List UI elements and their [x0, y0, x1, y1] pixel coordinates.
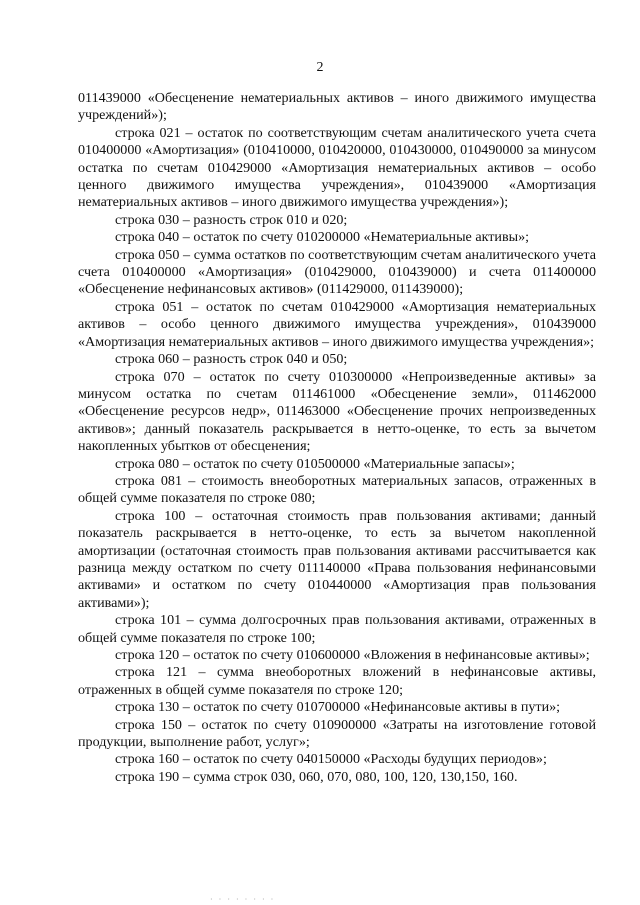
- paragraph: строка 050 – сумма остатков по соответствующим счетам аналитического учета счета 010400000 «Амортизация» (010429000, 010439000) и счета 011400000 «Обесценение нефинансовых активов» (011429000, 011439000);: [78, 246, 596, 298]
- paragraph: строка 081 – стоимость внеоборотных материальных запасов, отраженных в общей сумме показателя по строке 080;: [78, 472, 596, 507]
- paragraph: строка 040 – остаток по счету 010200000 «Нематериальные активы»;: [115, 229, 530, 246]
- paragraph: строка 100 – остаточная стоимость прав пользования активами; данный показатель раскрывается в нетто-оценке, то есть за вычетом накопленной амортизации (остаточная стоимость прав пользования активами рассчитывается как разница между остатком по счету 011140000 «Права пользования нефинансовыми активами» и остатком по счету 010440000 «Амортизация прав пользования активами»);: [78, 507, 596, 611]
- paragraph: строка 121 – сумма внеоборотных вложений в нефинансовые активы, отраженных в общей сумме показателя по строке 120;: [78, 664, 596, 698]
- paragraph: строка 030 – разность строк 010 и 020;: [115, 211, 348, 228]
- paragraph: строка 060 – разность строк 040 и 050;: [115, 351, 348, 368]
- paragraph: строка 150 – остаток по счету 010900000 «Затраты на изготовление готовой продукции, выполнение работ, услуг»;: [78, 716, 596, 751]
- footer-mark: · · · · · · · ·: [210, 895, 276, 904]
- paragraph: строка 130 – остаток по счету 010700000 «Нефинансовые активы в пути»;: [115, 699, 561, 716]
- paragraph: строка 190 – сумма строк 030, 060, 070, 080, 100, 120, 130,150, 160.: [115, 768, 518, 785]
- page-number: 2: [316, 60, 324, 75]
- paragraph: строка 160 – остаток по счету 040150000 «Расходы будущих периодов»;: [115, 751, 547, 768]
- paragraph: строка 021 – остаток по соответствующим счетам аналитического учета счета 010400000 «Амортизация» (010410000, 010420000, 010430000, 010490000 за минусом остатка по счетам 010429000 «Амортизация нематериальных активов – особо ценного движимого имущества учреждения», 010439000 «Амортизация нематериальных активов – иного движимого имущества учреждения»);: [78, 124, 596, 211]
- document-body: [78, 90, 596, 786]
- paragraph: строка 080 – остаток по счету 010500000 «Материальные запасы»;: [115, 455, 515, 472]
- paragraph: строка 051 – остаток по счетам 010429000 «Амортизация нематериальных активов – особо ценного движимого имущества учреждения», 010439000 «Амортизация нематериальных активов – иного движимого имущества учреждения»;: [78, 298, 596, 350]
- paragraph: строка 070 – остаток по счету 010300000 «Непроизведенные активы» за минусом остатка по счетам 011461000 «Обесценение земли», 011462000 «Обесценение ресурсов недр», 011463000 «Обесценение прочих непроизведенных активов»; данный показатель раскрывается в нетто-оценке, то есть за вычетом накопленных убытков от обесценения;: [78, 368, 596, 455]
- paragraph: строка 101 – сумма долгосрочных прав пользования активами, отраженных в общей сумме показателя по строке 100;: [78, 612, 596, 646]
- paragraph: строка 120 – остаток по счету 010600000 «Вложения в нефинансовые активы»;: [115, 647, 590, 663]
- paragraph: 011439000 «Обесценение нематериальных активов – иного движимого имущества учреждений»);: [78, 90, 596, 124]
